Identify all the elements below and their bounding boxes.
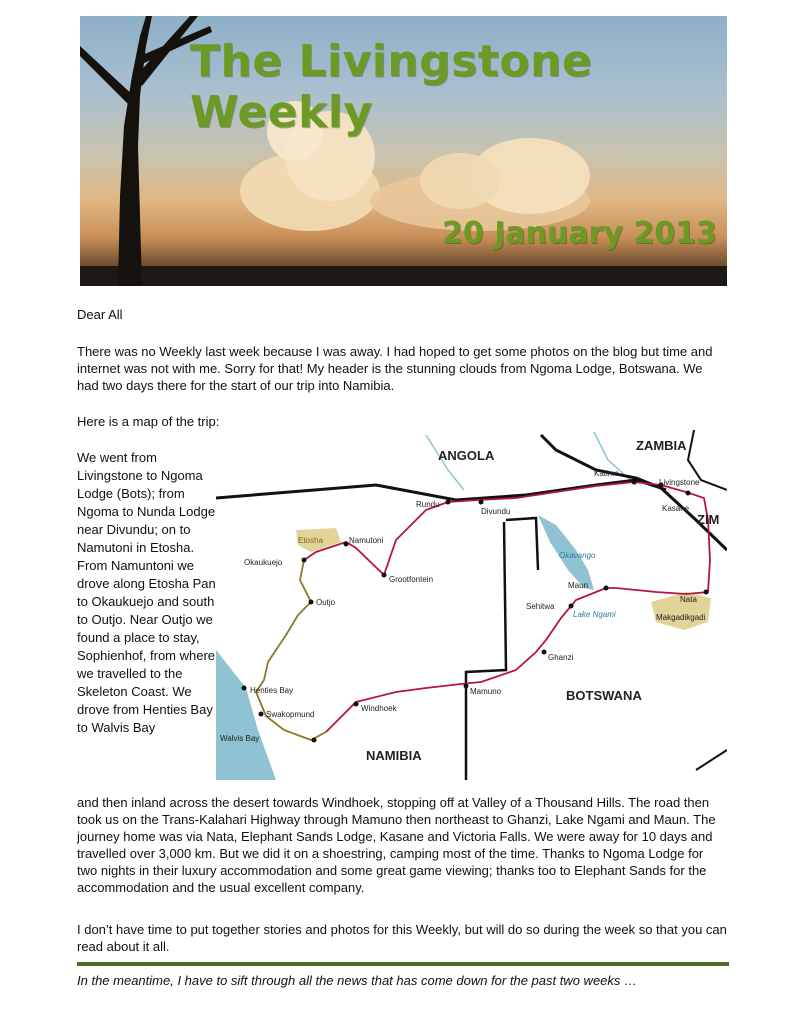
trip-map-graphic (216, 430, 727, 780)
map-label-livingstone: Livingstone (659, 478, 700, 487)
closing-note: In the meantime, I have to sift through all the news that has come down for the past two weeks … (77, 973, 638, 988)
map-label-namibia: NAMIBIA (366, 748, 422, 763)
map-label-etosha: Etosha (298, 536, 323, 545)
map-label-maun: Maun (568, 581, 589, 590)
map-label-rundu: Rundu (416, 500, 440, 509)
map-label-okavango: Okavango (559, 551, 596, 560)
newsletter-title: The Livingstone Weekly (190, 36, 593, 138)
issue-date: 20 January 2013 (442, 216, 717, 251)
newsletter-header (80, 16, 727, 286)
map-label-grootfontein: Grootfontein (389, 575, 434, 584)
map-label-namutoni: Namutoni (349, 536, 384, 545)
map-label-windhoek: Windhoek (361, 704, 397, 713)
map-label-makgadikgadi: Makgadikgadi (656, 613, 706, 622)
route-description: We went from Livingstone to Ngoma Lodge (Bots); from Ngoma to Nunda Lodge near Divundu; on to Namutoni in Etosha. From Namuntoni we drove along Etosha Pan to Okaukuejo and south to Outjo. Near Outjo we found a place to stay, Sophienhof, from where we travelled to the Skeleton Coast. We drove from Henties Bay to Walvis Bay (77, 450, 216, 735)
map-label-botswana: BOTSWANA (566, 688, 642, 703)
map-label-zim: ZIM (697, 512, 720, 527)
route-description-continued: and then inland across the desert towards Windhoek, stopping off at Valley of a Thousand Hills. The road then took us on the Trans-Kalahari Highway through Mamuno then northeast to Ghanzi, Lake Ngami and Maun. The journey home was via Nata, Elephant Sands Lodge, Kasane and Victoria Falls. We were away for 10 days and travelled over 3,000 km. But we did it on a shoestring, camping most of the time. Thanks to Ngoma Lodge for two nights in their luxury accommodation and some great game viewing; thanks too to Elephant Sands for the accommodation and the usual excellent company. (77, 795, 716, 895)
intro-paragraph: There was no Weekly last week because I was away. I had hoped to get some photos on the blog but time and internet was not with me. Sorry for that! My header is the stunning clouds from Ngoma Lodge, Botswana. We had two days there for the start of our trip into Namibia. (77, 344, 713, 393)
greeting: Dear All (77, 307, 123, 322)
map-label-nata: Nata (680, 595, 697, 604)
map-intro: Here is a map of the trip: (77, 414, 220, 429)
map-label-outjo: Outjo (316, 598, 336, 607)
map-label-kasane: Kasane (662, 504, 690, 513)
map-label-mamuno: Mamuno (470, 687, 502, 696)
map-label-walvis-bay: Walvis Bay (220, 734, 260, 743)
map-label-zambia: ZAMBIA (636, 438, 687, 453)
map-label-angola: ANGOLA (438, 448, 495, 463)
section-divider (77, 962, 729, 966)
map-label-sehitwa: Sehitwa (526, 602, 555, 611)
map-label-henties-bay: Henties Bay (250, 686, 294, 695)
map-label-swakopmund: Swakopmund (266, 710, 315, 719)
map-label-lake-ngami: Lake Ngami (573, 610, 616, 619)
map-label-divundu: Divundu (481, 507, 511, 516)
closing-paragraph: I don’t have time to put together stories and photos for this Weekly, but will do so during the week so that you can read about it all. (77, 922, 727, 954)
map-label-ghanzi: Ghanzi (548, 653, 574, 662)
map-label-okaukuejo: Okaukuejo (244, 558, 283, 567)
map-label-katima: Katima (594, 469, 619, 478)
trip-map (216, 430, 727, 780)
